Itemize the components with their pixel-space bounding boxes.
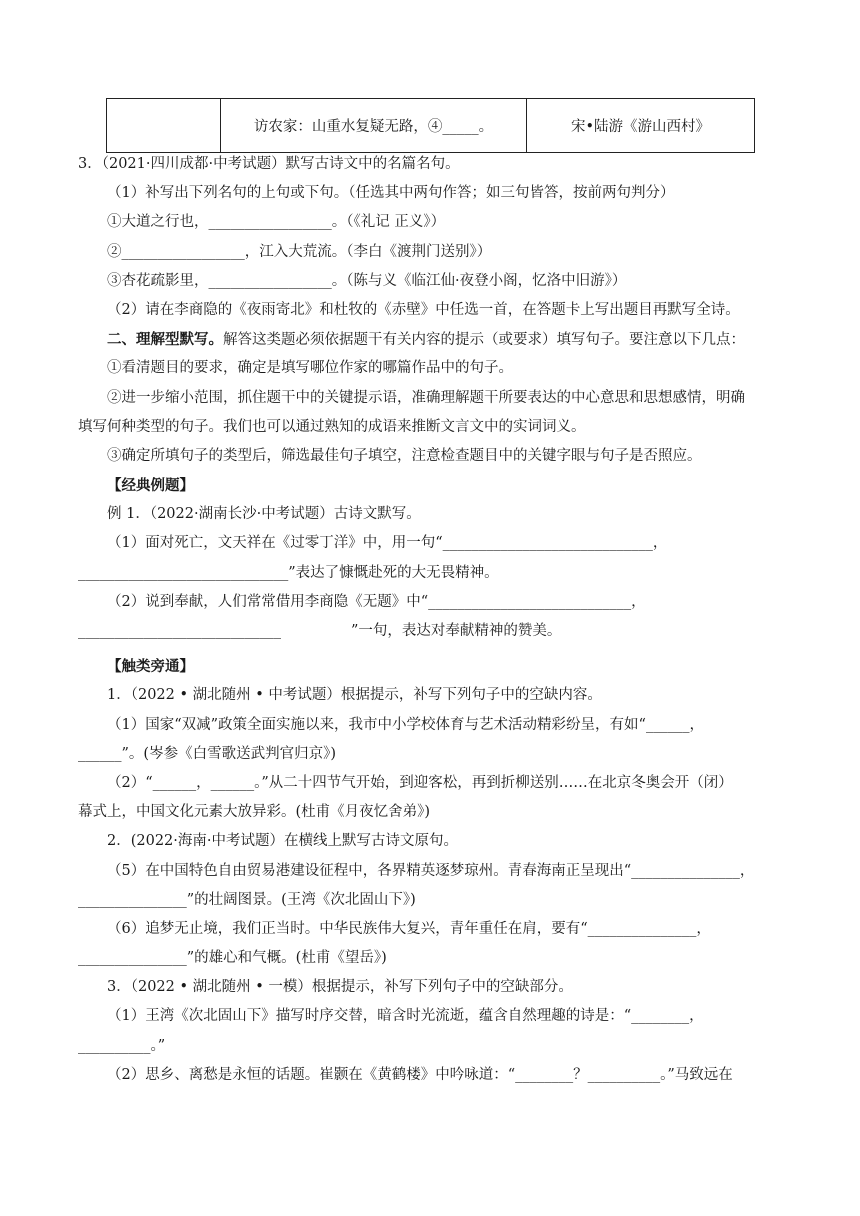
q3-item1: ①大道之行也，_________________。（《礼记 正义》） (107, 214, 446, 231)
section2-tip1: ①看清题目的要求，确定是填写哪位作家的哪篇作品中的句子。 (107, 360, 513, 377)
analog-q2-p6-b: _______________”的雄心和气概。(杜甫《望岳》) (78, 950, 387, 967)
classic-ex1-p1-a: （1）面对死亡，文天祥在《过零丁洋》中，用一句“_____________________________， (107, 535, 668, 552)
analog-q1-p2-b: 幕式上，中国文化元素大放异彩。(杜甫《月夜忆舍弟》) (78, 804, 431, 821)
analog-q3-p2: （2）思乡、离愁是永恒的话题。崔颢在《黄鹤楼》中吟咏道：“________？__________。”马致远在 (107, 1066, 733, 1083)
section2-tip2-b: 填写何种类型的句子。我们也可以通过熟知的成语来推断文言文中的实词词义。 (78, 418, 586, 435)
section2-tip2-a: ②进一步缩小范围，抓住题干中的关键提示语，准确理解题干所要表达的中心意思和思想感情，明确 (107, 389, 745, 406)
analog-q3-p1-b: __________。” (78, 1037, 166, 1054)
table-cell-empty (107, 99, 221, 153)
q3-part1: （1）补写出下列名句的上句或下句。（任选其中两句作答；如三句皆答，按前两句判分） (107, 185, 675, 202)
q3-item3: ③杏花疏影里，_________________。（陈与义《临江仙·夜登小阁，忆洛中旧游》） (107, 272, 627, 289)
analog-q1-p1-a: （1）国家“双减”政策全面实施以来，我市中小学校体育与艺术活动精彩纷呈，有如“______， (107, 716, 704, 733)
classic-ex1-p2-b (78, 617, 784, 646)
classic-ex1: 例 1．（2022·湖南长沙·中考试题）古诗文默写。 (107, 506, 421, 523)
q3-title: 3．（2021·四川成都·中考试题）默写古诗文中的名篇名句。 (78, 156, 460, 172)
table-row (107, 99, 755, 153)
classic-heading: 【经典例题】 (107, 477, 194, 495)
section2-heading-bold: 二、理解型默写。 (107, 331, 223, 349)
analog-q1: 1．（2022 • 湖北随州 • 中考试题）根据提示，补写下列句子中的空缺内容。 (107, 687, 602, 704)
section2-tip3: ③确定所填句子的类型后，筛选最佳句子填空，注意检查题目中的关键字眼与句子是否照应。 (107, 447, 702, 464)
analog-heading: 【触类旁通】 (107, 658, 194, 676)
section2-heading (78, 325, 784, 354)
classic-ex1-p2-tail: ”一句，表达对奉献精神的赞美。 (351, 623, 562, 639)
analog-q2-p6-a: （6）追梦无止境，我们正当时。中华民族伟大复兴，青年重任在肩，要有“_______________， (107, 920, 711, 937)
classic-ex1-p2-a: （2）说到奉献，人们常常借用李商隐《无题》中“____________________________， (107, 593, 646, 610)
analog-q2-p5-b: _______________”的壮阔图景。(王湾《次北固山下》) (78, 891, 416, 908)
poem-table (106, 98, 755, 153)
classic-ex1-p2-blank: ____________________________ (78, 623, 281, 639)
analog-q2: 2．(2022·海南·中考试题）在横线上默写古诗文原句。 (107, 833, 459, 850)
analog-q3: 3．（2022 • 湖北随州 • 一模）根据提示，补写下列句子中的空缺部分。 (107, 979, 573, 996)
main-content (78, 150, 784, 1090)
analog-q2-p5-a: （5）在中国特色自由贸易港建设征程中，各界精英逐梦琼州。青春海南正呈现出“_______________， (107, 862, 755, 879)
analog-q1-p2-a: （2）“______，______。”从二十四节气开始，到迎客松，再到折柳送别……在北京冬奥会开（闭） (107, 774, 733, 791)
analog-q3-p1-a: （1）王湾《次北固山下》描写时序交替，暗含时光流逝，蕴含自然理趣的诗是：“________， (107, 1008, 704, 1025)
table-cell-poem: 访农家：山重水复疑无路，④_____。 (221, 99, 527, 153)
table-cell-source: 宋•陆游《游山西村》 (527, 99, 755, 153)
q3-item2: ②_________________，江入大荒流。（李白《渡荆门送别》） (107, 243, 492, 260)
q3-part2: （2）请在李商隐的《夜雨寄北》和杜牧的《赤壁》中任选一首，在答题卡上写出题目再默写全诗。 (107, 301, 740, 318)
analog-q1-p1-b: ______”。(岑参《白雪歌送武判官归京》) (78, 745, 336, 762)
section2-heading-rest: 解答这类题必须依据题干有关内容的提示（或要求）填写句子。要注意以下几点： (223, 332, 745, 349)
classic-ex1-p1-b: _____________________________”表达了慷慨赴死的大无畏精神。 (78, 564, 499, 581)
